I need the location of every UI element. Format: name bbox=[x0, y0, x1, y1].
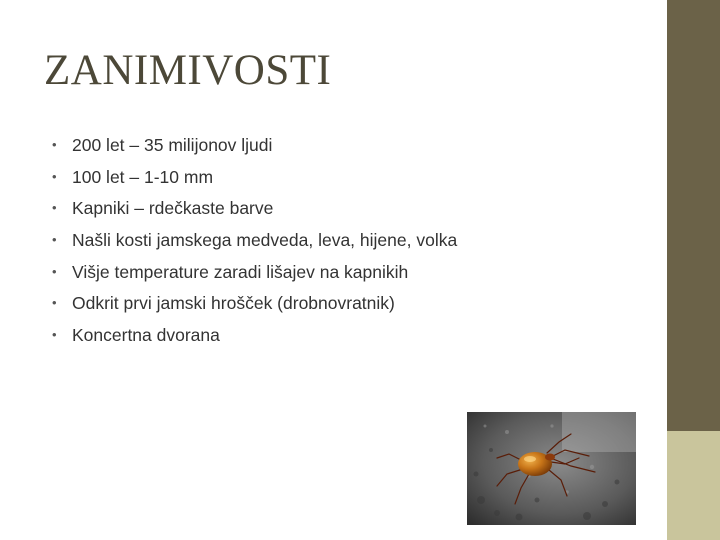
sidebar-light-band bbox=[667, 431, 720, 540]
bullet-item bbox=[52, 131, 457, 163]
bullet-marker: • bbox=[52, 263, 57, 279]
bullet-item bbox=[52, 321, 457, 353]
bullet-marker: • bbox=[52, 200, 57, 216]
bullet-text: Našli kosti jamskega medveda, leva, hijene, volka bbox=[72, 230, 458, 251]
bullet-item bbox=[52, 163, 457, 195]
bullet-text: 100 let – 1-10 mm bbox=[72, 166, 214, 187]
bullet-item bbox=[52, 258, 457, 290]
bullet-text: Odkrit prvi jamski hrošček (drobnovratnik) bbox=[72, 293, 395, 314]
bullet-marker: • bbox=[52, 168, 57, 184]
bullet-text: 200 let – 35 milijonov ljudi bbox=[72, 135, 273, 155]
bullet-marker: • bbox=[52, 137, 57, 152]
bullet-text: Kapniki – rdečkaste barve bbox=[72, 198, 274, 219]
bullet-text: Višje temperature zaradi lišajev na kapnikih bbox=[72, 261, 409, 282]
bullet-item bbox=[52, 289, 457, 321]
slide-title: ZANIMIVOSTI bbox=[44, 47, 332, 94]
sidebar-dark-band bbox=[667, 0, 720, 431]
cave-beetle-photo bbox=[467, 412, 636, 525]
bullet-text: Koncertna dvorana bbox=[72, 325, 220, 346]
bullet-marker: • bbox=[52, 327, 57, 343]
bullet-marker: • bbox=[52, 295, 57, 311]
bullet-list bbox=[52, 131, 457, 353]
bullet-item bbox=[52, 226, 457, 258]
bullet-marker: • bbox=[52, 232, 57, 248]
bullet-item bbox=[52, 194, 457, 226]
